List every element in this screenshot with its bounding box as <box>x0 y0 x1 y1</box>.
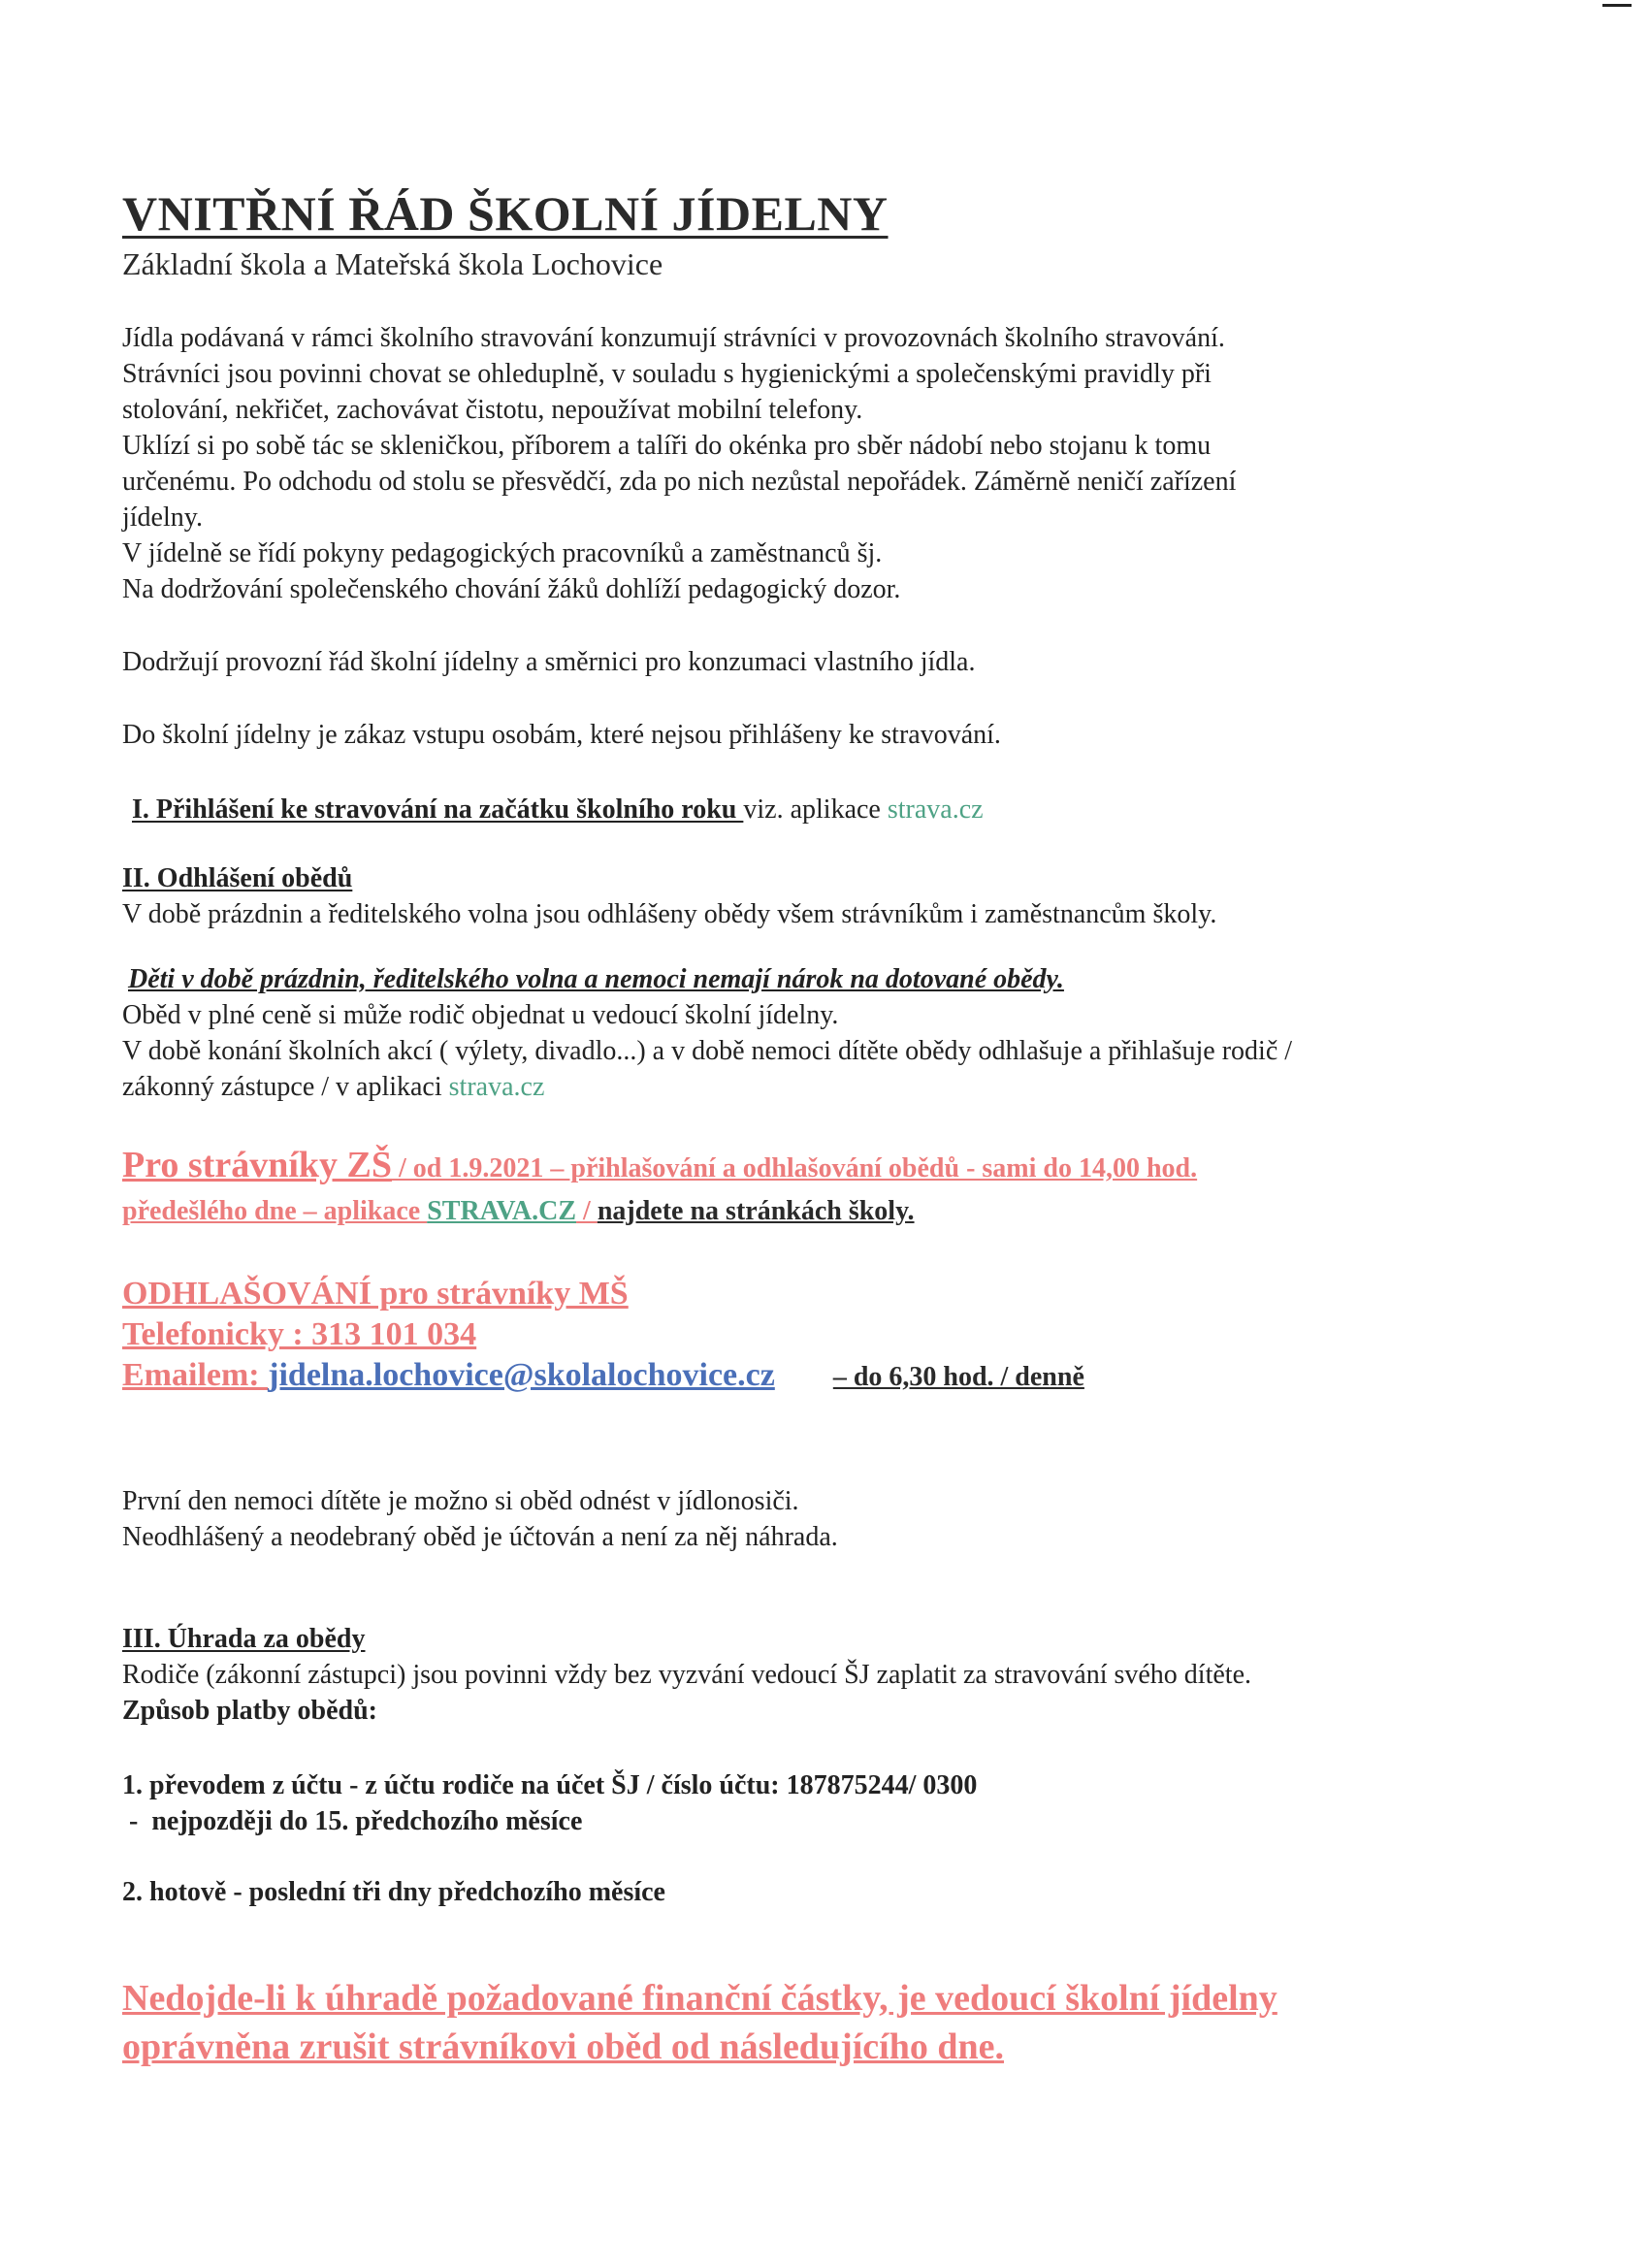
zs-notice-slash: / <box>576 1196 598 1226</box>
zs-notice-rest: / od 1.9.2021 – přihlašování a odhlašování obědů - sami do 14,00 hod. <box>392 1153 1198 1183</box>
intro-line: Uklízí si po sobě tác se skleničkou, příborem a talíři do okénka pro sběr nádobí nebo stojanu k tomu <box>122 431 1212 461</box>
intro-line: jídelny. <box>122 502 203 533</box>
intro-line: Strávníci jsou povinni chovat se ohleduplně, v souladu s hygienickými a společenskými pravidly při <box>122 359 1212 389</box>
intro-line: V jídelně se řídí pokyny pedagogických pracovníků a zaměstnanců šj. <box>122 538 883 568</box>
section-2 <box>122 860 1519 1105</box>
zs-notice <box>122 1144 1519 1233</box>
illness-line: Neodhlášený a neodebraný oběd je účtován a není za něj náhrada. <box>122 1522 838 1552</box>
payment-label: Způsob platby obědů: <box>122 1696 378 1726</box>
ms-notice <box>122 1274 1519 1398</box>
section-3-heading: III. Úhrada za obědy <box>122 1624 366 1654</box>
document-page <box>122 186 1519 2071</box>
payment-method-2: 2. hotově - poslední tři dny předchozího měsíce <box>122 1877 665 1907</box>
intro-block <box>122 320 1519 607</box>
rule-zakaz: Do školní jídelny je zákaz vstupu osobám, které nejsou přihlášeny ke stravování. <box>122 720 1001 750</box>
section-2-line: V době konání školních akcí ( výlety, divadlo...) a v době nemoci dítěte obědy odhlašuje a přihlašuje rodič / <box>122 1036 1293 1066</box>
final-warning-line: oprávněna zrušit strávníkovi oběd od následujícího dne. <box>122 2026 1004 2067</box>
section-2-line: Oběd v plné ceně si může rodič objednat u vedoucí školní jídelny. <box>122 1000 839 1030</box>
ms-notice-email-label: Emailem: <box>122 1357 269 1393</box>
zs-notice-tail: najdete na stránkách školy. <box>597 1196 915 1226</box>
strava-link[interactable]: strava.cz <box>887 794 984 825</box>
page-title: VNITŘNÍ ŘÁD ŠKOLNÍ JÍDELNY <box>122 186 889 241</box>
ms-notice-heading: ODHLAŠOVÁNÍ pro strávníky MŠ <box>122 1276 629 1312</box>
strava-link[interactable]: strava.cz <box>448 1072 545 1102</box>
final-warning <box>122 1974 1519 2071</box>
section-2-line: zákonný zástupce / v aplikaci <box>122 1072 449 1102</box>
section-3-text: Rodiče (zákonní zástupci) jsou povinni vždy bez vyzvání vedoucí ŠJ zaplatit za stravování svého dítěte. <box>122 1660 1251 1690</box>
intro-line: stolování, nekřičet, zachovávat čistotu, nepoužívat mobilní telefony. <box>122 395 863 425</box>
section-3 <box>122 1621 1519 1910</box>
illness-line: První den nemoci dítěte je možno si oběd odnést v jídlonosiči. <box>122 1486 799 1516</box>
section-2-text: V době prázdnin a ředitelského volna jsou odhlášeny obědy všem strávníkům i zaměstnancům školy. <box>122 899 1217 929</box>
email-link[interactable]: jidelna.lochovice@skolalochovice.cz <box>268 1357 775 1393</box>
section-1-heading: I. Přihlášení ke stravování na začátku školního roku <box>132 794 744 825</box>
zs-notice-line: předešlého dne – aplikace <box>122 1196 428 1226</box>
intro-line: Jídla podávaná v rámci školního stravování konzumují strávníci v provozovnách školního stravování. <box>122 323 1225 353</box>
rule-provoz: Dodržují provozní řád školní jídelny a směrnici pro konzumaci vlastního jídla. <box>122 647 976 677</box>
ms-notice-deadline: – do 6,30 hod. / denně <box>832 1362 1084 1392</box>
section-2-italic-heading: Děti v době prázdnin, ředitelského volna a nemoci nemají nárok na dotované obědy. <box>128 964 1064 994</box>
intro-line: Na dodržování společenského chování žáků dohlíží pedagogický dozor. <box>122 574 901 604</box>
illness-block <box>122 1483 1519 1555</box>
section-2-heading: II. Odhlášení obědů <box>122 863 353 893</box>
payment-method-1-note: - nejpozději do 15. předchozího měsíce <box>122 1806 583 1836</box>
final-warning-line: Nedojde-li k úhradě požadované finanční částky, je vedoucí školní jídelny <box>122 1978 1277 2019</box>
payment-method-1: 1. převodem z účtu - z účtu rodiče na účet ŠJ / číslo účtu: 187875244/ 0300 <box>122 1770 978 1800</box>
intro-line: určenému. Po odchodu od stolu se přesvědčí, zda po nich nezůstal nepořádek. Záměrně neničí zařízení <box>122 467 1237 497</box>
corner-mark <box>1602 4 1632 7</box>
section-1-text: viz. aplikace <box>743 794 888 825</box>
ms-notice-phone: Telefonicky : 313 101 034 <box>122 1316 477 1352</box>
school-name: Základní škola a Mateřská škola Lochovice <box>122 246 663 281</box>
section-1 <box>132 792 1519 827</box>
zs-notice-heading: Pro strávníky ZŠ <box>122 1145 393 1185</box>
strava-app-link[interactable]: STRAVA.CZ <box>427 1196 577 1226</box>
